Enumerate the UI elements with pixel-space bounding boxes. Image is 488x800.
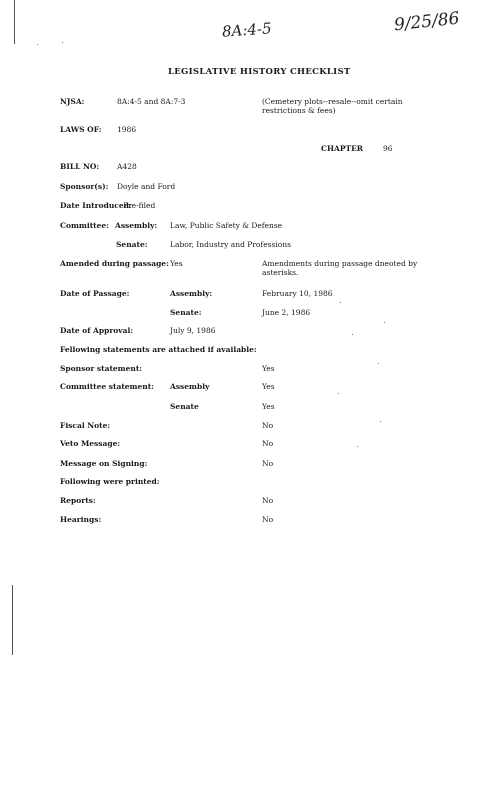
passage-assembly-value: February 10, 1986	[262, 289, 333, 298]
passage-assembly-label: Assembly:	[170, 289, 213, 298]
committee-senate-value: Labor, Industry and Professions	[170, 240, 291, 249]
passage-senate-label: Senate:	[170, 308, 202, 317]
veto-message-label: Veto Message:	[60, 439, 121, 448]
committee-senate-label: Senate:	[116, 240, 148, 249]
scan-speck	[62, 42, 63, 43]
committee-statement-senate-value: Yes	[262, 402, 275, 411]
committee-assembly-label: Assembly:	[115, 221, 158, 230]
sponsor-statement-label: Sponsor statement:	[60, 364, 143, 373]
handwritten-date: 9/25/86	[393, 8, 461, 36]
njsa-value: 8A:4-5 and 8A:7-3	[117, 97, 186, 106]
amended-note: Amendments during passage dneoted by asterisks.	[262, 259, 418, 277]
amended-label: Amended during passage:	[60, 259, 169, 268]
passage-senate-value: June 2, 1986	[262, 308, 311, 317]
scan-speck	[338, 393, 339, 394]
scan-speck	[378, 363, 379, 364]
bill-no-value: A428	[117, 162, 137, 171]
njsa-label: NJSA:	[60, 97, 85, 106]
sponsor-statement-value: Yes	[262, 364, 275, 373]
scan-speck	[357, 446, 358, 447]
hearings-value: No	[262, 515, 274, 524]
hearings-label: Hearings:	[60, 515, 102, 524]
sponsors-label: Sponsor(s):	[60, 182, 109, 191]
sponsors-value: Doyle and Ford	[117, 182, 176, 191]
left-margin-mark-bottom	[12, 585, 13, 655]
fiscal-note-label: Fiscal Note:	[60, 421, 111, 430]
scan-speck	[340, 302, 341, 303]
laws-of-value: 1986	[117, 125, 137, 134]
bill-no-label: BILL NO:	[60, 162, 100, 171]
left-margin-mark-top	[14, 0, 15, 44]
following-attached-heading: Fellowing statements are attached if available:	[60, 345, 257, 354]
veto-message-value: No	[262, 439, 274, 448]
scan-speck	[380, 421, 381, 422]
amended-value: Yes	[170, 259, 183, 268]
reports-label: Reports:	[60, 496, 96, 505]
committee-statement-assembly-value: Yes	[262, 382, 275, 391]
message-on-signing-label: Message on Signing:	[60, 459, 148, 468]
committee-label: Committee:	[60, 221, 109, 230]
following-printed-heading: Following were printed:	[60, 477, 160, 486]
date-of-approval-label: Date of Approval:	[60, 326, 134, 335]
scan-speck	[352, 334, 353, 335]
date-of-passage-label: Date of Passage:	[60, 289, 130, 298]
date-introduced-label: Date Introduced:	[60, 201, 132, 210]
fiscal-note-value: No	[262, 421, 274, 430]
date-of-approval-value: July 9, 1986	[170, 326, 216, 335]
chapter-value: 96	[383, 144, 393, 153]
scan-speck	[37, 44, 38, 45]
chapter-label: CHAPTER	[321, 144, 364, 153]
committee-statement-assembly-label: Assembly	[170, 382, 210, 391]
date-introduced-value: Pre-filed	[123, 201, 156, 210]
committee-statement-label: Committee statement:	[60, 382, 154, 391]
page-title: LEGISLATIVE HISTORY CHECKLIST	[168, 67, 351, 77]
laws-of-label: LAWS OF:	[60, 125, 102, 134]
njsa-description: (Cemetery plots--resale--omit certain restrictions & fees)	[262, 97, 403, 115]
handwritten-statute-number: 8A:4-5	[221, 19, 273, 41]
committee-statement-senate-label: Senate	[170, 402, 199, 411]
reports-value: No	[262, 496, 274, 505]
message-on-signing-value: No	[262, 459, 274, 468]
committee-assembly-value: Law, Public Safety & Defense	[170, 221, 283, 230]
scan-speck	[384, 322, 385, 323]
